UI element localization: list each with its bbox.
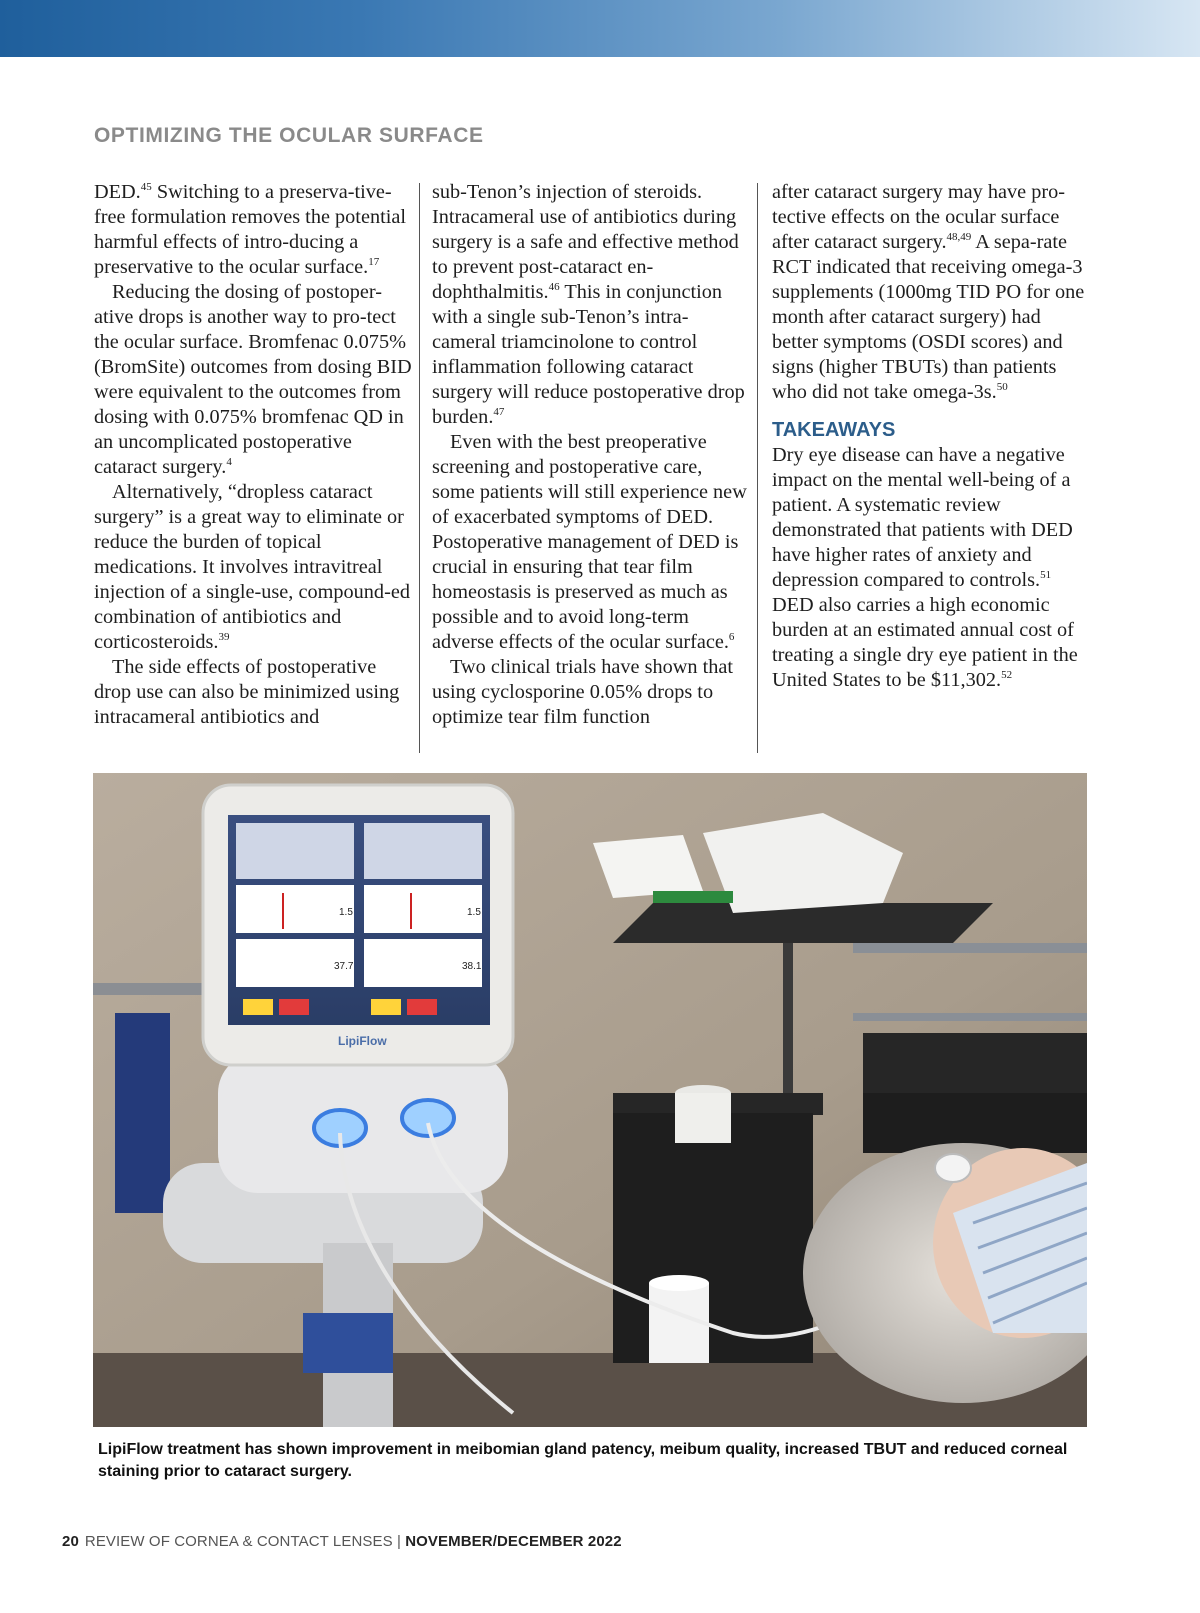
text: after cataract surgery may have pro-tective effects on the ocular surface after cataract surgery. [772,181,1065,253]
paragraph [772,180,1092,405]
screen-value: 38.1 [462,961,482,972]
citation: 4 [226,456,232,469]
text: Switching to a preserva-tive-free formulation removes the potential harmful effects of intro-ducing a preservative to the ocular surface. [94,181,406,278]
paragraph [432,180,750,430]
text: Even with the best preoperative screening and postoperative care, some patients will still experience new of exacerbated symptoms of DED. Postoperative management of DED is crucial in ensuring that tear film homeostasis is preserved as much as possible and to avoid long-term adverse effects of the ocular surface. [432,431,747,653]
paragraph [432,655,750,730]
text: DED also carries a high economic burden at an estimated annual cost of treating a single dry eye patient in the United States to be $11,302. [772,594,1078,691]
citation: 46 [548,281,560,294]
issue-date: NOVEMBER/DECEMBER 2022 [405,1533,622,1550]
citation: 17 [368,256,380,269]
citation: 50 [996,381,1008,394]
screen-value: 1.5 [339,907,353,918]
text-column-3 [772,180,1092,693]
paragraph [432,430,750,655]
text: The side effects of postoperative drop use can also be minimized using intracameral antibiotics and [94,656,400,728]
citation: 52 [1001,669,1013,682]
column-divider [757,183,758,753]
takeaways-paragraph [772,443,1092,693]
top-banner [0,0,1200,57]
page-footer [62,1533,622,1550]
column-divider [419,183,420,753]
citation: 51 [1040,569,1052,582]
screen-value: 1.5 [467,907,481,918]
publication-name: REVIEW OF CORNEA & CONTACT LENSES | [84,1533,406,1550]
citation: 6 [728,631,735,644]
takeaways-heading: TAKEAWAYS [772,419,896,441]
text: DED. [94,181,141,203]
paragraph [94,655,412,730]
text-column-2 [432,180,750,730]
page-number: 20 [62,1533,79,1550]
text: Reducing the dosing of postoper-ative drops is another way to pro-tect the ocular surface. Bromfenac 0.075% (BromSite) outcomes from dosing BID were equivalent to the outcomes from dosing with 0.075% bromfenac QD in an uncomplicated postoperative cataract surgery. [94,281,412,478]
citation: 45 [140,181,152,194]
paragraph [94,480,412,655]
citation: 39 [218,631,230,644]
paragraph [94,280,412,480]
text: sub-Tenon’s injection of steroids. Intracameral use of antibiotics during surgery is a safe and effective method to prevent post-cataract en-dophthalmitis. [432,181,739,303]
text: Dry eye disease can have a negative impact on the mental well-being of a patient. A systematic review demonstrated that patients with DED have higher rates of anxiety and depression compared to controls. [772,444,1073,591]
text: Alternatively, “dropless cataract surgery” is a great way to eliminate or reduce the burden of topical medications. It involves intravitreal injection of a single-use, compound-ed combination of antibiotics and corticosteroids. [94,481,410,653]
paragraph [94,180,412,280]
screen-value: 37.7 [334,961,354,972]
text-column-1 [94,180,412,730]
text: This in conjunction with a single sub-Tenon’s intra-cameral triamcinolone to control inflammation following cataract surgery will reduce postoperative drop burden. [432,281,745,428]
lipiflow-photo [93,773,1087,1427]
text: Two clinical trials have shown that using cyclosporine 0.05% drops to optimize tear film function [432,656,734,728]
device-logo: LipiFlow [338,1034,387,1048]
section-title: OPTIMIZING THE OCULAR SURFACE [94,124,484,147]
photo-caption: LipiFlow treatment has shown improvement in meibomian gland patency, meibum quality, increased TBUT and reduced corneal staining prior to cataract surgery. [98,1441,1068,1480]
citation: 48,49 [946,231,972,244]
text: A sepa-rate RCT indicated that receiving omega-3 supplements (1000mg TID PO for one month after cataract surgery) had better symptoms (OSDI scores) and signs (higher TBUTs) than patients who did not take omega-3s. [772,231,1085,403]
citation: 47 [493,406,505,419]
